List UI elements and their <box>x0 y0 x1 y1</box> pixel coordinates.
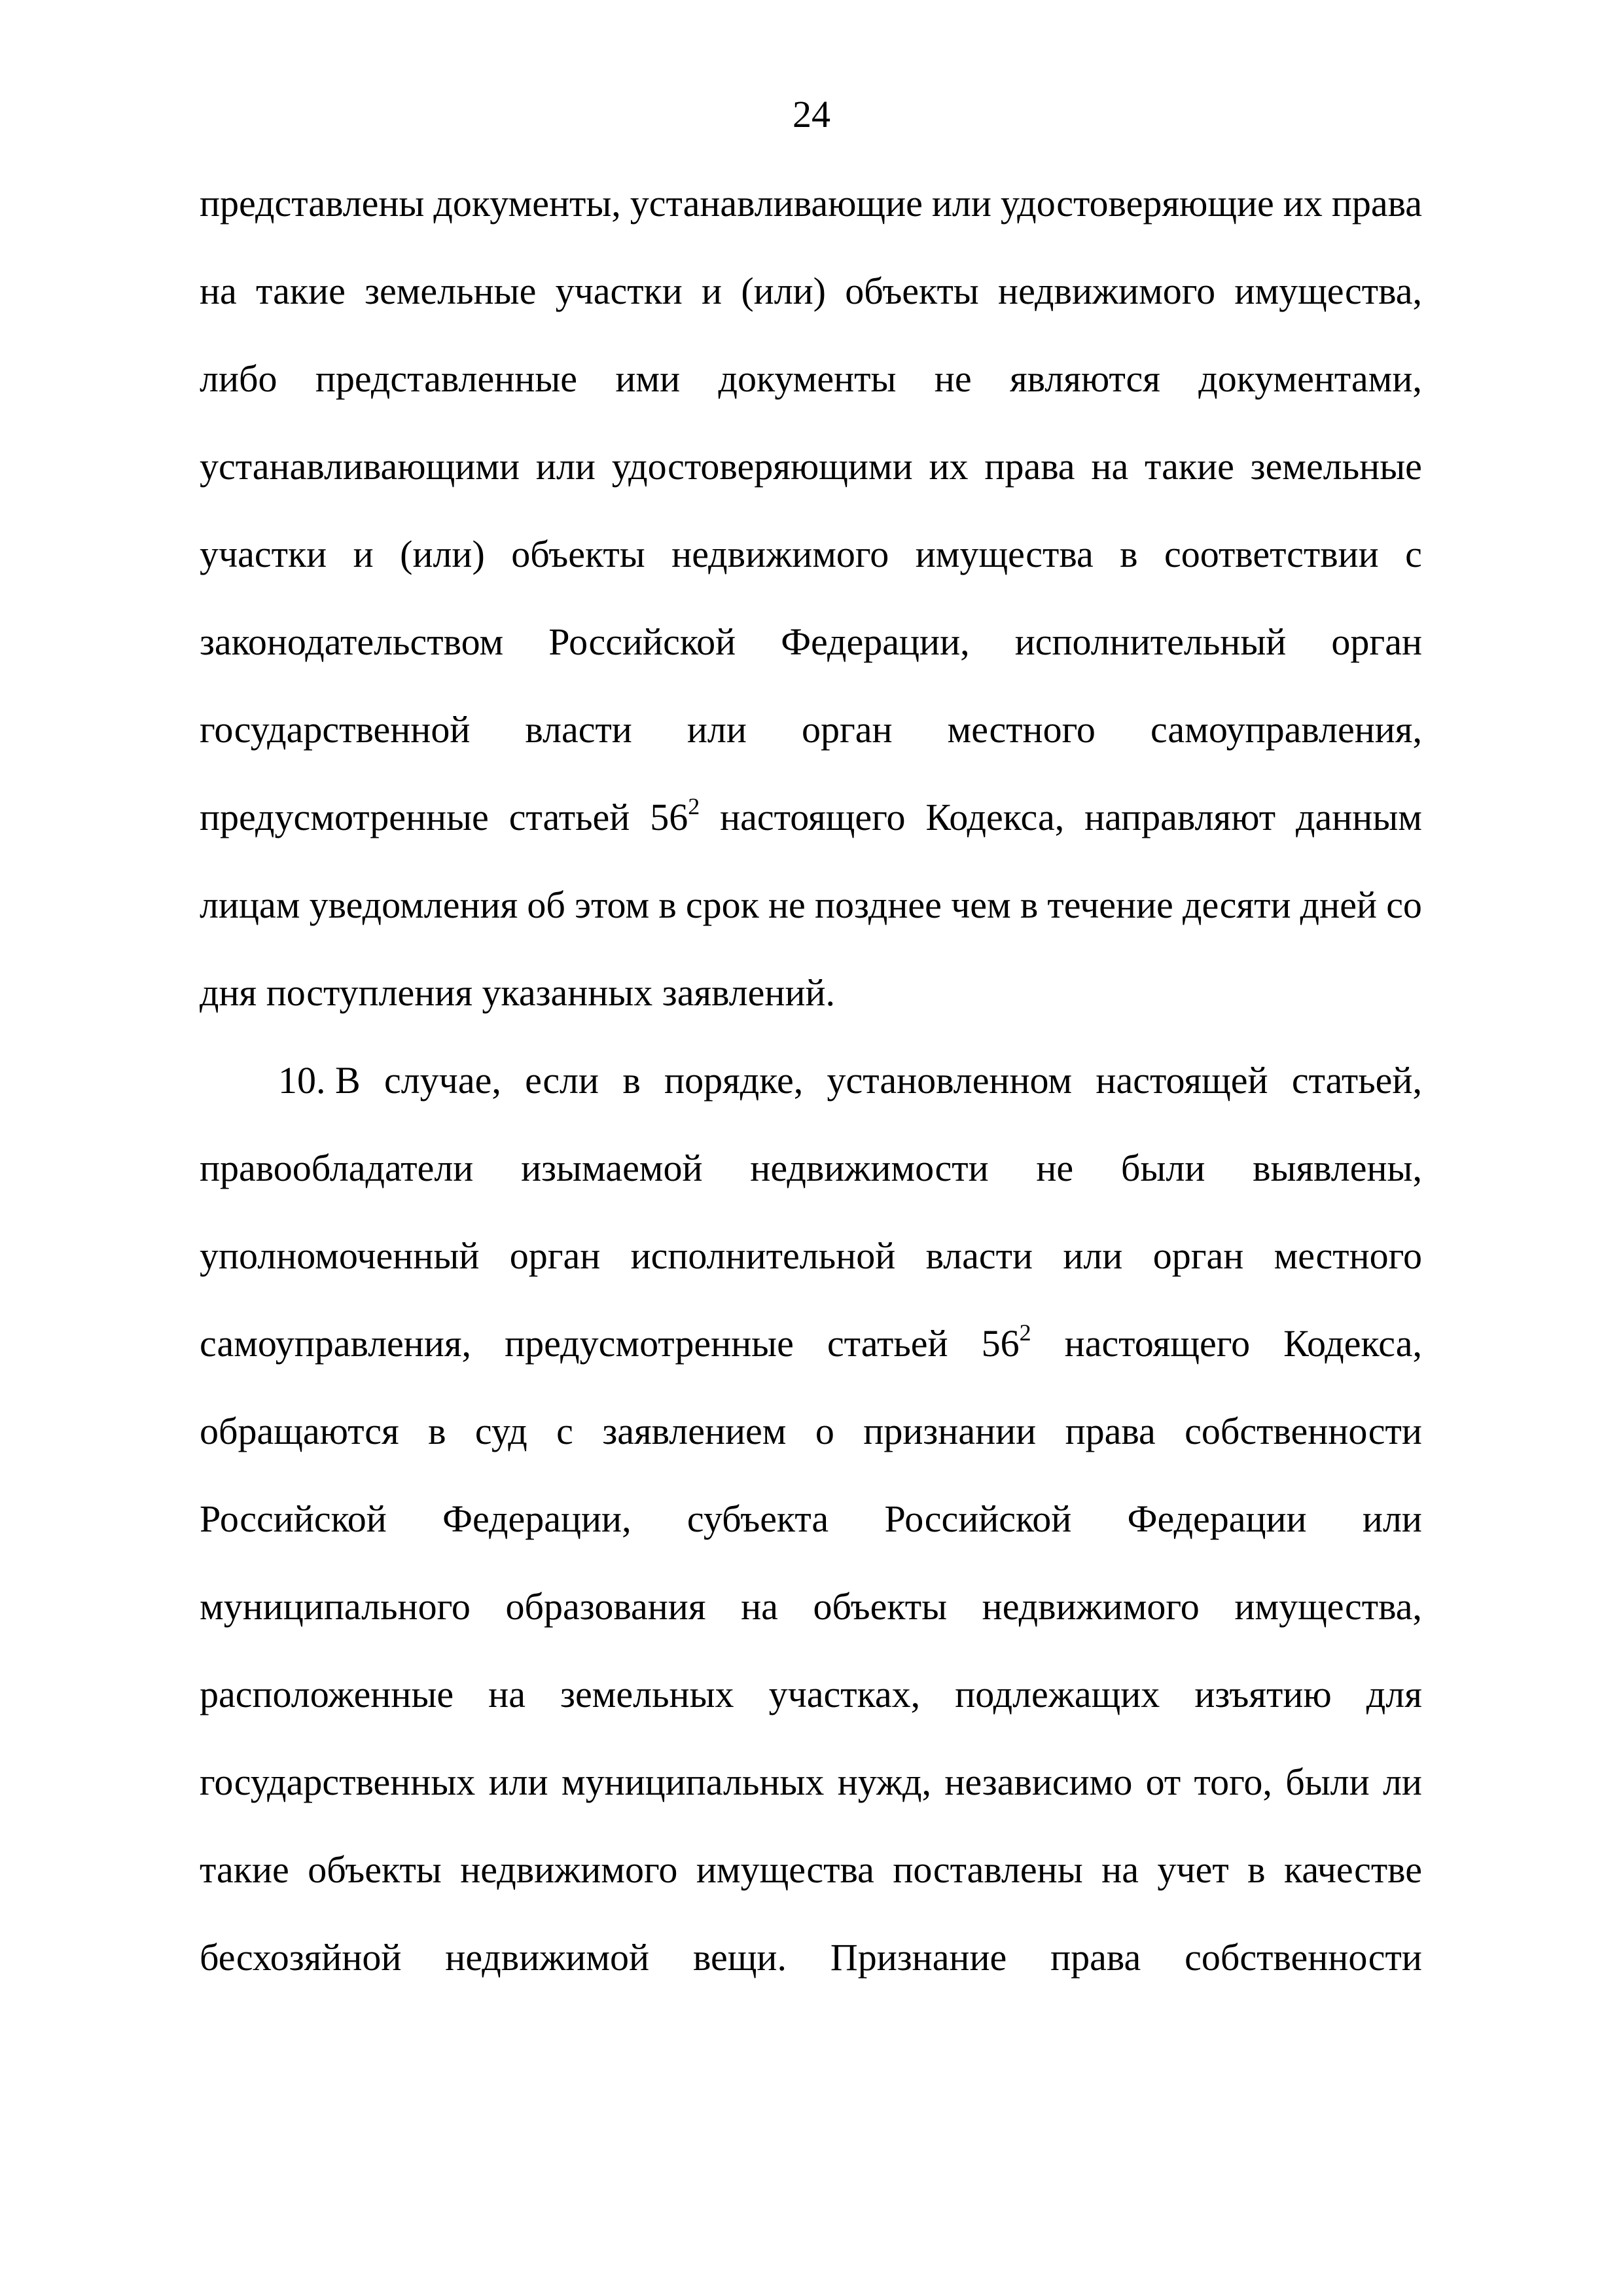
word: нужд, <box>837 1761 932 1803</box>
word: Российской <box>884 1498 1072 1540</box>
word: и <box>353 533 374 575</box>
word: признании <box>863 1410 1037 1452</box>
word: Признание <box>830 1936 1007 1979</box>
word: являются <box>1009 357 1160 400</box>
word: предусмотренные <box>505 1322 794 1365</box>
text-line <box>200 268 1422 356</box>
word: их <box>929 445 969 488</box>
word: установленном <box>827 1059 1073 1102</box>
word: права <box>984 445 1075 488</box>
word: орган <box>1152 1234 1244 1277</box>
word: для <box>1366 1673 1422 1715</box>
word: не <box>1036 1147 1074 1189</box>
text-line <box>200 1672 1422 1759</box>
word: удостоверяющие <box>1000 182 1274 224</box>
word: статьей, <box>1291 1059 1422 1102</box>
word: исполнительный <box>1014 620 1287 663</box>
word: имущества, <box>1234 270 1422 312</box>
word: или <box>687 708 747 751</box>
text-line <box>200 882 1422 970</box>
text-line <box>200 356 1422 444</box>
word: орган <box>1331 620 1422 663</box>
text-line <box>200 1408 1422 1496</box>
text-line <box>200 1496 1422 1584</box>
word: дня <box>200 971 257 1014</box>
word: недвижимости <box>750 1147 989 1189</box>
word: статьей <box>508 796 630 838</box>
word: этом <box>575 884 650 926</box>
word: со <box>1386 884 1422 926</box>
word: удостоверяющими <box>611 445 913 488</box>
word: объекты <box>511 533 645 575</box>
text-line <box>200 1145 1422 1233</box>
word: в <box>1120 533 1138 575</box>
word: на <box>741 1585 778 1628</box>
word: подлежащих <box>955 1673 1160 1715</box>
word: муниципальных <box>561 1761 825 1803</box>
text-line <box>200 707 1422 795</box>
word: настоящего <box>720 796 906 838</box>
word: расположенные <box>200 1673 454 1715</box>
word: учет <box>1157 1848 1229 1891</box>
word: недвижимой <box>445 1936 650 1979</box>
word: такие <box>256 270 346 312</box>
word: в <box>428 1410 446 1452</box>
text-line <box>200 1321 1422 1408</box>
word: Кодекса, <box>925 796 1065 838</box>
word: направляют <box>1084 796 1276 838</box>
word: местного <box>947 708 1096 751</box>
word: их <box>1283 182 1323 224</box>
word: $56^2$ <box>650 793 700 838</box>
word: уведомления <box>309 884 518 926</box>
word: самоуправления, <box>1150 708 1422 751</box>
word: $56^2$ <box>981 1319 1031 1365</box>
text-line <box>200 1759 1422 1847</box>
word: (или) <box>400 533 485 575</box>
word: 10. В <box>278 1059 361 1102</box>
page-number: 24 <box>793 93 830 135</box>
word: имущества, <box>1234 1585 1422 1628</box>
text-line <box>200 1584 1422 1672</box>
word: или <box>931 182 991 224</box>
word: суд <box>474 1410 527 1452</box>
word: Федерации, <box>442 1498 632 1540</box>
word: независимо <box>944 1761 1133 1803</box>
word: или <box>1362 1498 1422 1540</box>
word: собственности <box>1185 1936 1422 1979</box>
word: обращаются <box>200 1410 399 1452</box>
text-line <box>200 1935 1422 2022</box>
word: на <box>488 1673 526 1715</box>
word: образования <box>505 1585 706 1628</box>
word: порядке, <box>664 1059 804 1102</box>
text-line <box>200 619 1422 707</box>
word: собственности <box>1185 1410 1422 1452</box>
word: Российской <box>200 1498 387 1540</box>
word: предусмотренные <box>200 796 489 838</box>
word: чем <box>951 884 1011 926</box>
word: с <box>1405 533 1422 575</box>
word: власти <box>925 1234 1033 1277</box>
word: недвижимого <box>671 533 889 575</box>
word: документами, <box>1198 357 1422 400</box>
word: права <box>1050 1936 1141 1979</box>
word: правообладатели <box>200 1147 474 1189</box>
word: с <box>556 1410 573 1452</box>
word: Кодекса, <box>1283 1322 1422 1365</box>
word: представлены <box>200 182 425 224</box>
word: выявлены, <box>1253 1147 1422 1189</box>
document-body <box>200 181 1422 2022</box>
word: земельных <box>560 1673 734 1715</box>
word: изъятию <box>1194 1673 1332 1715</box>
word: документы <box>718 357 897 400</box>
word: документы, <box>433 182 621 224</box>
text-line <box>200 1058 1422 1145</box>
text-line <box>200 531 1422 619</box>
word: качестве <box>1284 1848 1422 1891</box>
word: позднее <box>814 884 942 926</box>
text-line <box>200 970 1422 1058</box>
word: имущества <box>696 1848 874 1891</box>
word: такие <box>200 1848 289 1891</box>
word: были <box>1120 1147 1205 1189</box>
word: или <box>1063 1234 1123 1277</box>
word: в <box>622 1059 641 1102</box>
word: субъекта <box>687 1498 829 1540</box>
word: были <box>1285 1761 1370 1803</box>
word: не <box>768 884 806 926</box>
word: заявлением <box>602 1410 787 1452</box>
word: такие <box>1145 445 1234 488</box>
text-line <box>200 1847 1422 1935</box>
word: имущества <box>915 533 1094 575</box>
word: соответствии <box>1164 533 1379 575</box>
word: поставлены <box>893 1848 1083 1891</box>
word: права <box>1331 182 1422 224</box>
word: данным <box>1295 796 1422 838</box>
word: земельные <box>365 270 537 312</box>
word: участках, <box>768 1673 921 1715</box>
word: орган <box>801 708 893 751</box>
word: десяти <box>1182 884 1291 926</box>
word: недвижимого <box>998 270 1216 312</box>
word: срок <box>685 884 759 926</box>
word: заявлений. <box>662 971 836 1014</box>
word: лицам <box>200 884 300 926</box>
word: в <box>658 884 677 926</box>
word: бесхозяйной <box>200 1936 402 1979</box>
word: настоящего <box>1064 1322 1251 1365</box>
word: Российской <box>548 620 736 663</box>
text-line <box>200 181 1422 268</box>
word: в <box>1247 1848 1266 1891</box>
word: недвижимого <box>460 1848 678 1891</box>
word: поступления <box>266 971 473 1014</box>
word: участки <box>555 270 683 312</box>
word: если <box>525 1059 599 1102</box>
word: на <box>200 270 237 312</box>
word: Федерации <box>1127 1498 1307 1540</box>
word: указанных <box>482 971 653 1014</box>
word: ли <box>1382 1761 1422 1803</box>
text-line <box>200 1233 1422 1321</box>
word: или <box>488 1761 548 1803</box>
word: на <box>1091 445 1129 488</box>
word: на <box>1101 1848 1139 1891</box>
text-line <box>200 795 1422 882</box>
word: от <box>1145 1761 1181 1803</box>
word: устанавливающие <box>630 182 923 224</box>
word: об <box>527 884 565 926</box>
word: самоуправления, <box>200 1322 472 1365</box>
word: Федерации, <box>781 620 970 663</box>
text-line <box>200 444 1422 531</box>
word: того, <box>1194 1761 1272 1803</box>
word: представленные <box>315 357 578 400</box>
word: ими <box>615 357 681 400</box>
word: и <box>702 270 722 312</box>
word: (или) <box>741 270 826 312</box>
word: объекты <box>813 1585 948 1628</box>
word: дней <box>1300 884 1378 926</box>
word: или <box>535 445 596 488</box>
word: государственных <box>200 1761 476 1803</box>
word: в <box>1020 884 1039 926</box>
word: устанавливающими <box>200 445 520 488</box>
word: муниципального <box>200 1585 471 1628</box>
word: статьей <box>827 1322 948 1365</box>
word: исполнительной <box>630 1234 896 1277</box>
word: власти <box>525 708 632 751</box>
word: настоящей <box>1096 1059 1268 1102</box>
word: недвижимого <box>982 1585 1200 1628</box>
word: либо <box>200 357 277 400</box>
word: государственной <box>200 708 471 751</box>
word: уполномоченный <box>200 1234 480 1277</box>
word: течение <box>1047 884 1173 926</box>
word: участки <box>200 533 327 575</box>
word: права <box>1065 1410 1156 1452</box>
word: объекты <box>845 270 979 312</box>
word: не <box>934 357 972 400</box>
word: земельные <box>1250 445 1422 488</box>
word: о <box>815 1410 834 1452</box>
word: случае, <box>383 1059 501 1102</box>
word: вещи. <box>692 1936 787 1979</box>
word: изымаемой <box>521 1147 703 1189</box>
word: местного <box>1274 1234 1422 1277</box>
word: орган <box>509 1234 601 1277</box>
word: законодательством <box>200 620 504 663</box>
word: объекты <box>308 1848 442 1891</box>
